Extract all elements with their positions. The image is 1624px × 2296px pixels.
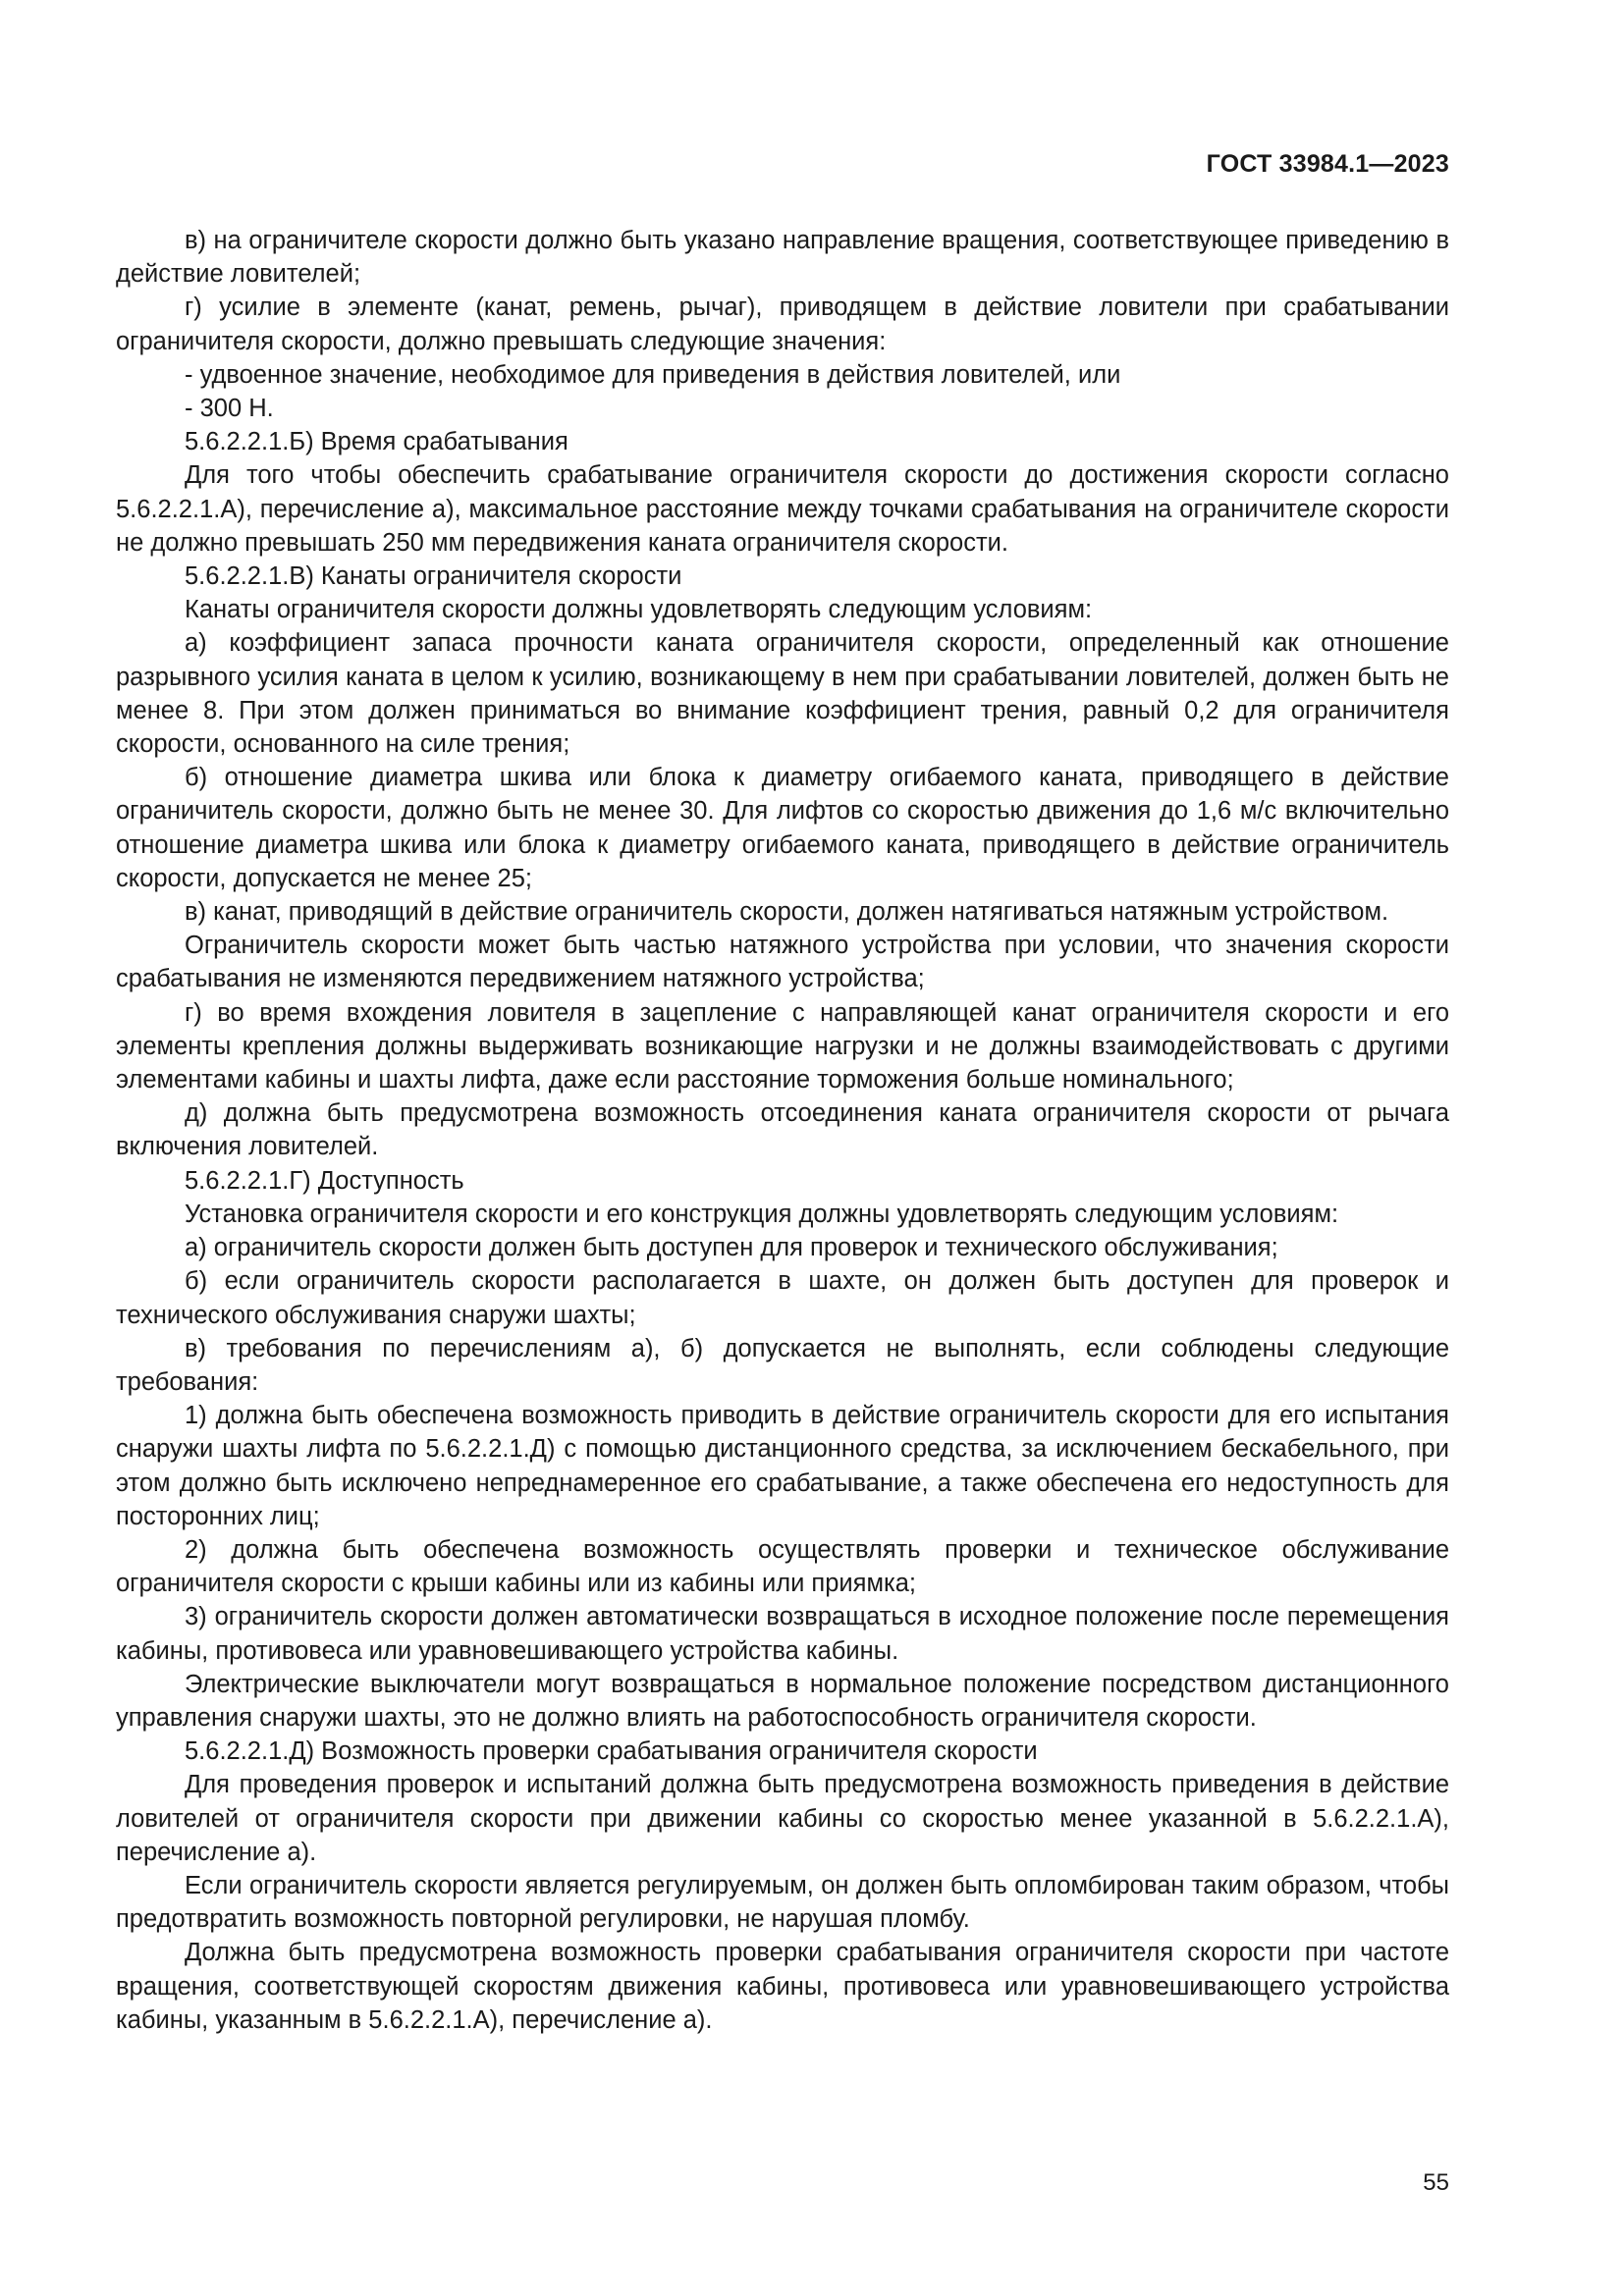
paragraph: 1) должна быть обеспечена возможность приводить в действие ограничитель скорости для его испытания снаружи шахты лифта по 5.6.2.2.1.Д) с помощью дистанционного средства, за исключением бескабельного, при этом должно быть исключено непреднамеренное его срабатывание, а также обеспечена его недоступность для посторонних лиц; <box>116 1402 1449 1530</box>
paragraph: - 300 Н. <box>185 395 274 423</box>
paragraph: Для того чтобы обеспечить срабатывание ограничителя скорости до достижения скорости согласно 5.6.2.2.1.А), перечисление а), максимальное расстояние между точками срабатывания на ограничителе скорости не должно превышать 250 мм передвижения каната ограничителя скорости. <box>116 461 1449 557</box>
paragraph: Должна быть предусмотрена возможность проверки срабатывания ограничителя скорости при частоте вращения, соответствующей скоростям движения кабины, противовеса или уравновешивающего устройства кабины, указанным в 5.6.2.2.1.А), перечисление а). <box>116 1939 1449 2034</box>
paragraph: в) канат, приводящий в действие ограничитель скорости, должен натягиваться натяжным устройством. <box>185 898 1389 927</box>
paragraph: а) ограничитель скорости должен быть доступен для проверок и технического обслуживания; <box>185 1234 1278 1262</box>
paragraph: 3) ограничитель скорости должен автоматически возвращаться в исходное положение после перемещения кабины, противовеса или уравновешивающего устройства кабины. <box>116 1603 1449 1665</box>
paragraph: Для проведения проверок и испытаний должна быть предусмотрена возможность приведения в действие ловителей от ограничителя скорости при движении кабины со скоростью менее указанной в 5.6.2.2.1.А), перечисление а). <box>116 1771 1449 1866</box>
paragraph: г) усилие в элементе (канат, ремень, рычаг), приводящем в действие ловители при срабатывании ограничителя скорости, должно превышать следующие значения: <box>116 294 1449 355</box>
paragraph: Канаты ограничителя скорости должны удовлетворять следующим условиям: <box>185 596 1093 624</box>
paragraph: б) если ограничитель скорости располагается в шахте, он должен быть доступен для проверок и технического обслуживания снаружи шахты; <box>116 1267 1449 1329</box>
paragraph: Установка ограничителя скорости и его конструкция должны удовлетворять следующим условиям: <box>185 1200 1339 1228</box>
paragraph: - удвоенное значение, необходимое для приведения в действия ловителей, или <box>185 360 1121 389</box>
section-heading: 5.6.2.2.1.Г) Доступность <box>185 1166 464 1195</box>
paragraph: Ограничитель скорости может быть частью натяжного устройства при условии, что значения скорости срабатывания не изменяются передвижением натяжного устройства; <box>116 932 1449 993</box>
paragraph: в) на ограничителе скорости должно быть указано направление вращения, соответствующее приведению в действие ловителей; <box>116 227 1449 289</box>
section-heading: 5.6.2.2.1.Д) Возможность проверки срабатывания ограничителя скорости <box>185 1737 1038 1766</box>
paragraph: 2) должна быть обеспечена возможность осуществлять проверки и техническое обслуживание ограничителя скорости с крыши кабины или из кабины или приямка; <box>116 1535 1449 1598</box>
document-header: ГОСТ 33984.1—2023 <box>1206 150 1449 178</box>
paragraph: б) отношение диаметра шкива или блока к диаметру огибаемого каната, приводящего в действие ограничитель скорости, должно быть не менее 30. Для лифтов со скоростью движения до 1,6 м/с включительно отношение диаметра шкива или блока к диаметру огибаемого каната, приводящего в действие ограничитель скорости, допускается не менее 25; <box>116 764 1449 892</box>
paragraph: Если ограничитель скорости является регулируемым, он должен быть опломбирован таким образом, чтобы предотвратить возможность повторной регулировки, не нарушая пломбу. <box>116 1871 1449 1934</box>
section-heading: 5.6.2.2.1.Б) Время срабатывания <box>185 428 568 456</box>
section-heading: 5.6.2.2.1.В) Канаты ограничителя скорости <box>185 562 682 591</box>
document-body <box>116 224 1449 2037</box>
paragraph: а) коэффициент запаса прочности каната ограничителя скорости, определенный как отношение разрывного усилия каната в целом к усилию, возникающему в нем при срабатывании ловителей, должен быть не менее 8. При этом должен приниматься во внимание коэффициент трения, равный 0,2 для ограничителя скорости, основанного на силе трения; <box>116 629 1449 759</box>
paragraph: в) требования по перечислениям а), б) допускается не выполнять, если соблюдены следующие требования: <box>116 1334 1449 1396</box>
paragraph: д) должна быть предусмотрена возможность отсоединения каната ограничителя скорости от рычага включения ловителей. <box>116 1099 1449 1161</box>
paragraph: Электрические выключатели могут возвращаться в нормальное положение посредством дистанционного управления снаружи шахты, это не должно влиять на работоспособность ограничителя скорости. <box>116 1670 1449 1732</box>
paragraph: г) во время вхождения ловителя в зацепление с направляющей канат ограничителя скорости и его элементы крепления должны выдерживать возникающие нагрузки и не должны взаимодействовать с другими элементами кабины и шахты лифта, даже если расстояние торможения больше номинального; <box>116 998 1449 1095</box>
page-number: 55 <box>1423 2169 1449 2196</box>
